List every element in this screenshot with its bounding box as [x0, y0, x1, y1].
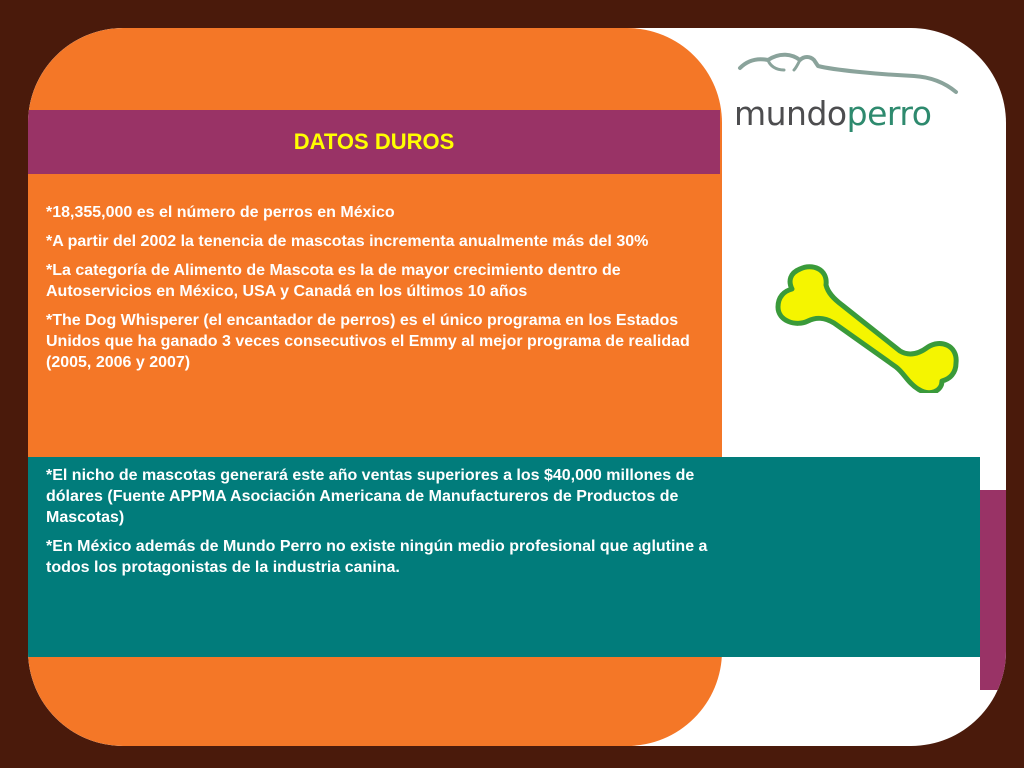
logo-wordmark [734, 96, 931, 132]
orange-facts [46, 202, 716, 381]
logo-word-perro: perro [846, 94, 932, 133]
slide-title: DATOS DUROS [293, 129, 455, 154]
dog-logo-icon [734, 48, 964, 98]
logo-word-mundo: mundo [734, 94, 847, 133]
fact-pet-food: *La categoría de Alimento de Mascota es la de mayor crecimiento dentro de Autoservicios en México, USA y Canadá en los últimos 10 años [46, 262, 621, 300]
purple-side-bar [980, 490, 1006, 690]
slide-card [28, 28, 1006, 746]
fact-dog-whisperer: *The Dog Whisperer (el encantador de perros) es el único programa en los Estados Unidos que ha ganado 3 veces consecutivos el Emmy al mejor programa de realidad (2005, 2006 y 2007) [46, 312, 690, 371]
mundo-perro-logo [734, 48, 964, 133]
teal-facts [46, 465, 716, 586]
bone-icon [770, 263, 962, 393]
fact-pet-niche: *El nicho de mascotas generará este año ventas superiores a los $40,000 millones de dólares (Fuente APPMA Asociación Americana de Manufactureros de Productos de Mascotas) [46, 467, 695, 526]
fact-dog-count: *18,355,000 es el número de perros en México [46, 204, 395, 221]
fact-pet-ownership: *A partir del 2002 la tenencia de mascotas incrementa anualmente más del 30% [46, 233, 649, 250]
fact-mundo-perro: *En México además de Mundo Perro no existe ningún medio profesional que aglutine a todos los protagonistas de la industria canina. [46, 538, 708, 576]
